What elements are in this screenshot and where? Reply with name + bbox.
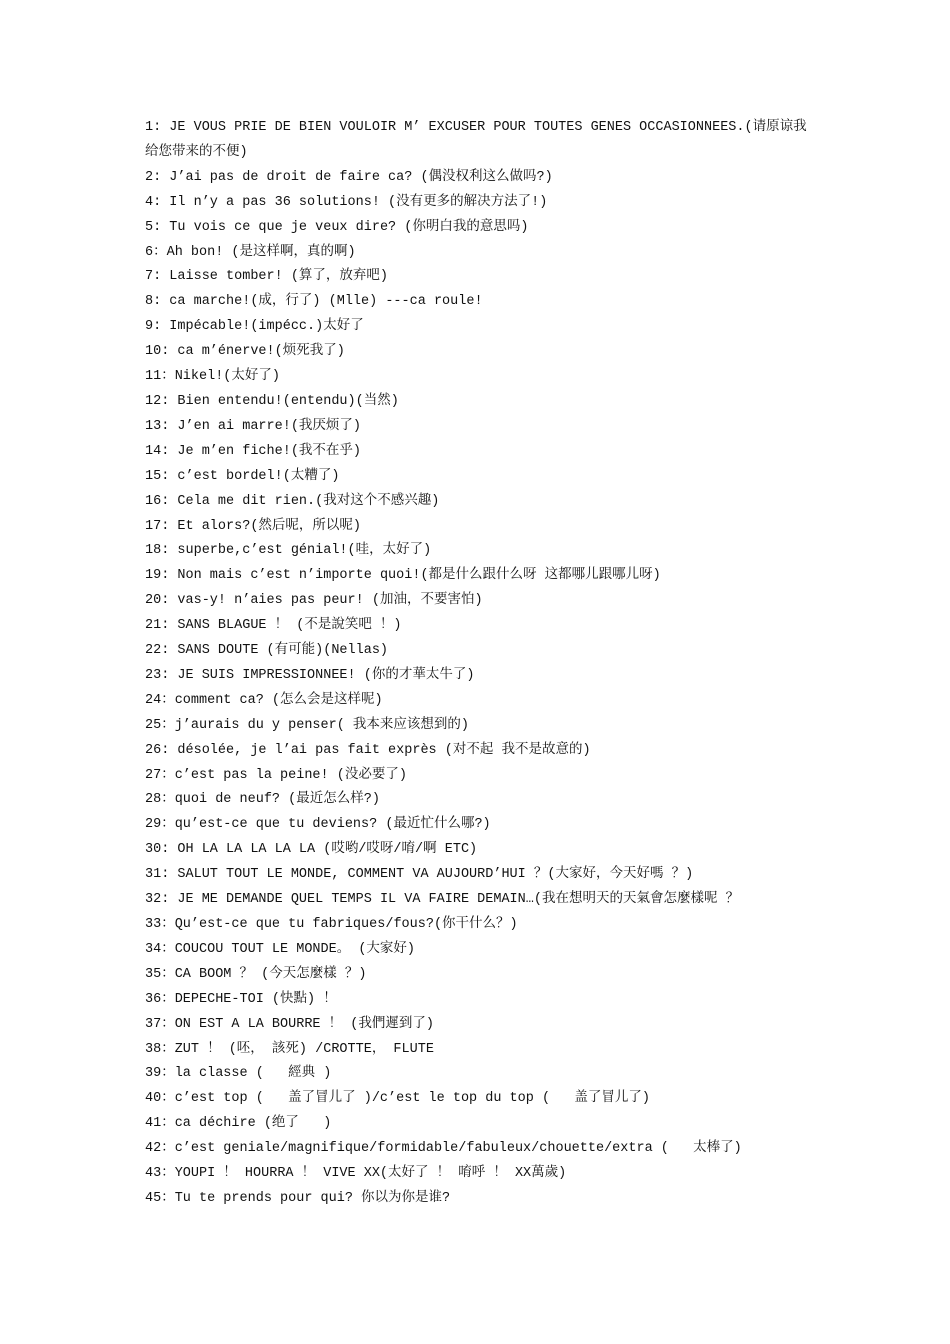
phrase-line: 12: Bien entendu!(entendu)(当然) [145,393,399,409]
phrase-line: 17: Et alors?(然后呢，所以呢) [145,518,362,534]
phrase-line: 41：ca déchire (绝了 ) [145,1116,332,1132]
phrase-line: 42：c’est geniale/magnifique/formidable/fabuleux/chouette/extra ( 太棒了) [145,1141,742,1157]
phrase-line: 39：la classe ( 經典 ) [145,1066,332,1082]
phrase-line: 15: c’est bordel!(太糟了) [145,468,340,484]
phrase-line: 34：COUCOU TOUT LE MONDE。 (大家好) [145,941,416,957]
phrase-line: 2: J’ai pas de droit de faire ca? (偶没权利这么做吗?) [145,169,553,185]
phrase-line: 35：CA BOOM ？ (今天怎麼樣 ？) [145,966,367,982]
phrase-line: 22: SANS DOUTE (有可能)(Nellas) [145,643,389,659]
phrase-line: 6：Ah bon! (是这样啊，真的啊) [145,244,356,260]
phrase-line: 21: SANS BLAGUE ！ (不是說笑吧 ！) [145,618,402,634]
phrase-line: 45：Tu te prends pour qui? 你以为你是谁? [145,1190,451,1206]
phrase-line: 5: Tu vois ce que je veux dire? (你明白我的意思吗) [145,219,529,235]
phrase-line: 11：Nikel!(太好了) [145,369,281,385]
phrase-line: 8: ca marche!(成，行了) (Mlle) ---ca roule! [145,294,483,310]
phrase-line: 30: OH LA LA LA LA LA (哎哟/哎呀/唷/啊 ETC) [145,842,478,858]
phrase-line: 29：qu’est-ce que tu deviens? (最近忙什么哪?) [145,817,491,833]
phrase-line: 13: J’en ai marre!(我厌烦了) [145,418,362,434]
phrase-line: 28：quoi de neuf? (最近怎么样?) [145,792,380,808]
phrase-line: 10: ca m’énerve!(烦死我了) [145,344,345,360]
phrase-line: 18: superbe,c’est génial!(哇，太好了) [145,543,432,559]
phrase-line: 38：ZUT ！ (呸， 該死) /CROTTE， FLUTE [145,1041,434,1057]
phrase-line: 40：c’est top ( 盖了冒儿了 )/c’est le top du top ( 盖了冒儿了) [145,1091,650,1107]
phrase-line: 36：DEPECHE-TOI (快點) ！ [145,991,337,1007]
phrase-line: 20: vas-y! n’aies pas peur! (加油，不要害怕) [145,593,483,609]
document-body [145,116,810,1212]
phrase-line: 32: JE ME DEMANDE QUEL TEMPS IL VA FAIRE DEMAIN…(我在想明天的天氣會怎麼樣呢 ？ [145,892,740,908]
phrase-line: 43：YOUPI ！ HOURRA ！ VIVE XX(太好了 ！ 唷呼 ！ XX萬歲) [145,1166,567,1182]
phrase-line: 7: Laisse tomber! (算了，放弃吧) [145,269,389,285]
phrase-line: 31: SALUT TOUT LE MONDE, COMMENT VA AUJOURD’HUI ？(大家好，今天好嗎 ？) [145,867,694,883]
phrase-line: 23: JE SUIS IMPRESSIONNEE! (你的才華太牛了) [145,667,475,683]
phrase-line: 33：Qu’est-ce que tu fabriques/fous?(你干什么？) [145,917,518,932]
phrase-line: 16: Cela me dit rien.(我对这个不感兴趣) [145,493,440,509]
phrase-line: 24：comment ca? (怎么会是这样呢) [145,692,383,708]
phrase-line: 26: désolée, je l’ai pas fait exprès (对不起 我不是故意的) [145,742,591,758]
phrase-line: 14: Je m’en fiche!(我不在乎) [145,443,362,459]
phrase-line: 25：j’aurais du y penser( 我本来应该想到的) [145,717,470,733]
phrase-line: 37：ON EST A LA BOURRE ！ (我們遲到了) [145,1016,434,1032]
phrase-line: 9: Impécable!(impécc.)太好了 [145,319,364,335]
phrase-line: 1: JE VOUS PRIE DE BIEN VOULOIR M’ EXCUSER POUR TOUTES GENES OCCASIONNEES.(请原谅我给您带来的不便) [145,120,807,160]
phrase-line: 19: Non mais c’est n’importe quoi!(都是什么跟什么呀 这都哪儿跟哪儿呀) [145,568,661,584]
phrase-line: 27：c’est pas la peine! (没必要了) [145,767,407,783]
phrase-line: 4: Il n’y a pas 36 solutions! (没有更多的解决方法了!) [145,194,548,210]
